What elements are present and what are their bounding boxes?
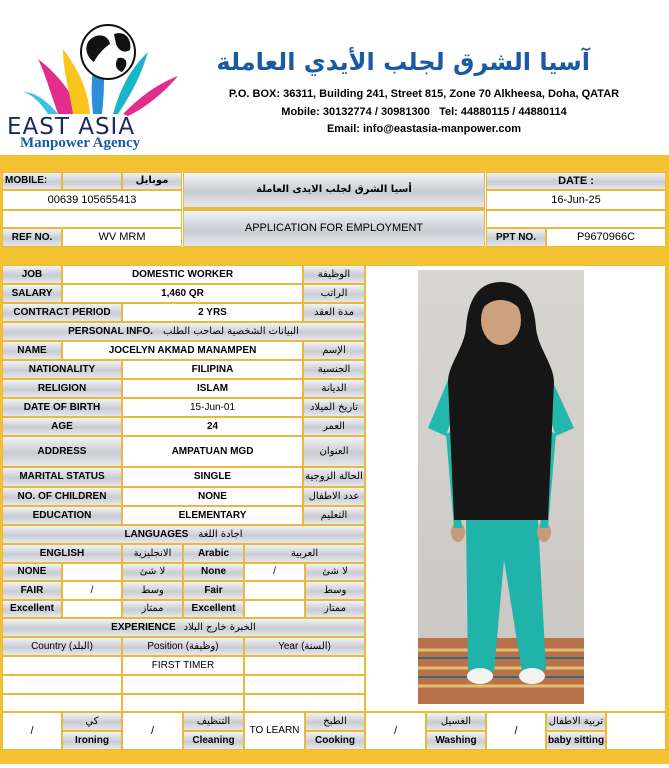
logo-globe-icon (18, 14, 198, 122)
salary-value: 1,460 QR (62, 284, 303, 303)
marital-value: SINGLE (122, 467, 303, 487)
education-value: ELEMENTARY (122, 506, 303, 525)
experience-arabic: الخبرة خارج البلاد (183, 621, 256, 633)
english-header: ENGLISH (2, 544, 122, 563)
address-arabic: العنوان (303, 436, 365, 467)
skill-washing-mark: / (365, 712, 426, 750)
religion-arabic: الديانة (303, 379, 365, 398)
exp-row2-position (122, 675, 244, 694)
contract-arabic: مدة العقد (303, 303, 365, 322)
skill-cleaning-en: Cleaning (183, 731, 244, 750)
skill-babysitting-ar: تربية الاطفال (546, 712, 606, 731)
age-arabic: العمر (303, 417, 365, 436)
age-value: 24 (122, 417, 303, 436)
lang-excellent-mark2 (244, 600, 305, 618)
lang-fair-en2: Fair (183, 581, 244, 600)
lang-excellent-mark1 (62, 600, 122, 618)
marital-arabic: الحالة الزوجية (303, 467, 365, 487)
exp-row2-country (2, 675, 122, 694)
age-label: AGE (2, 417, 122, 436)
dob-arabic: تاريخ الميلاد (303, 398, 365, 417)
lang-none-ar1: لا شئ (122, 563, 183, 581)
exp-row3-position (122, 694, 244, 712)
personal-info-label: PERSONAL INFO. (68, 325, 153, 337)
skill-babysitting-en: baby sitting (546, 731, 606, 750)
lang-none-mark2: / (244, 563, 305, 581)
lang-fair-ar1: وسط (122, 581, 183, 600)
company-email: Email: info@eastasia-manpower.com (326, 123, 522, 135)
marital-label: MARITAL STATUS (2, 467, 122, 487)
lang-fair-ar2: وسط (305, 581, 365, 600)
skill-washing-en: Washing (426, 731, 486, 750)
skills-blank (606, 712, 666, 750)
name-arabic: الإسم (303, 341, 365, 360)
date-label: DATE : (486, 172, 666, 190)
education-label: EDUCATION (2, 506, 122, 525)
arabic-company-name: آسيا الشرق لجلب الأيدي العاملة (216, 48, 590, 76)
personal-info-arabic: البيانات الشخصية لصاحب الطلب (162, 325, 299, 337)
applicant-photo (418, 270, 584, 704)
skill-ironing-en: Ironing (62, 731, 122, 750)
contract-label: CONTRACT PERIOD (2, 303, 122, 322)
nationality-label: NATIONALITY (2, 360, 122, 379)
skill-cleaning-mark: / (122, 712, 183, 750)
religion-value: ISLAM (122, 379, 303, 398)
lang-none-en2: None (183, 563, 244, 581)
salary-label: SALARY (2, 284, 62, 303)
experience-label: EXPERIENCE (111, 621, 176, 633)
lang-excellent-en: Excellent (2, 600, 62, 618)
ref-value: WV MRM (62, 228, 182, 247)
exp-row2-year (244, 675, 365, 694)
divider-top (0, 155, 669, 172)
company-phones: Mobile: 30132774 / 30981300 Tel: 44880115 / 44880114 (281, 106, 567, 118)
mobile-value: 00639 105655413 (2, 190, 182, 210)
experience-header (2, 618, 365, 637)
skill-washing-ar: الغسيل (426, 712, 486, 731)
skill-cleaning-ar: التنظيف (183, 712, 244, 731)
address-value: AMPATUAN MGD (122, 436, 303, 467)
lang-excellent-en2: Excellent (183, 600, 244, 618)
lang-fair-mark1: / (62, 581, 122, 600)
date-value: 16-Jun-25 (486, 190, 666, 210)
skill-cooking-mark: TO LEARN (244, 712, 305, 750)
ppt-label: PPT NO. (486, 228, 546, 247)
lang-none-ar2: لا شئ (305, 563, 365, 581)
skill-cooking-en: Cooking (305, 731, 365, 750)
ref-label: REF NO. (2, 228, 62, 247)
skill-babysitting-mark: / (486, 712, 546, 750)
english-arabic-header: الانجليزية (122, 544, 183, 563)
divider-mid (0, 247, 669, 265)
languages-label: LANGUAGES (124, 528, 189, 540)
mobile-label: MOBILE: (2, 172, 62, 190)
name-label: NAME (2, 341, 62, 360)
personal-info-header (2, 322, 365, 341)
company-address: P.O. BOX: 36311, Building 241, Street 815, Zone 70 Alkheesa, Doha, QATAR (228, 88, 620, 100)
exp-row1-year (244, 656, 365, 675)
dob-value: 15-Jun-01 (122, 398, 303, 417)
lang-excellent-ar2: ممتاز (305, 600, 365, 618)
mobile-arabic-label: موبايل (122, 172, 182, 190)
skill-ironing-ar: كي (62, 712, 122, 731)
children-value: NONE (122, 487, 303, 506)
job-arabic: الوظيفة (303, 265, 365, 284)
name-value: JOCELYN AKMAD MANAMPEN (62, 341, 303, 360)
divider-bottom (0, 750, 669, 764)
lang-none-mark1 (62, 563, 122, 581)
nationality-value: FILIPINA (122, 360, 303, 379)
form-title: APPLICATION FOR EMPLOYMENT (183, 210, 485, 247)
arabic-arabic-header: العربية (244, 544, 365, 563)
skill-ironing-mark: / (2, 712, 62, 750)
dob-label: DATE OF BIRTH (2, 398, 122, 417)
lang-fair-en: FAIR (2, 581, 62, 600)
logo-sub-text: Manpower Agency (20, 135, 141, 151)
lang-excellent-ar1: ممتاز (122, 600, 183, 618)
top-left-blank (2, 210, 182, 228)
nationality-arabic: الجنسية (303, 360, 365, 379)
education-arabic: التعليم (303, 506, 365, 525)
top-right-blank (486, 210, 666, 228)
exp-row1-country (2, 656, 122, 675)
salary-arabic: الراتب (303, 284, 365, 303)
contract-value: 2 YRS (122, 303, 303, 322)
languages-header (2, 525, 365, 544)
exp-col-country: Country (البلد) (2, 637, 122, 656)
mobile-blurred (62, 172, 122, 190)
lang-fair-mark2 (244, 581, 305, 600)
exp-col-position: Position (وظيفة) (122, 637, 244, 656)
exp-col-year: Year (السنة) (244, 637, 365, 656)
children-arabic: عدد الاطفال (303, 487, 365, 506)
lang-none-en: NONE (2, 563, 62, 581)
exp-row3-year (244, 694, 365, 712)
logo-main-text: EAST ASIA (7, 114, 136, 140)
skill-cooking-ar: الطبخ (305, 712, 365, 731)
address-label: ADDRESS (2, 436, 122, 467)
children-label: NO. OF CHILDREN (2, 487, 122, 506)
job-value: DOMESTIC WORKER (62, 265, 303, 284)
arabic-header: Arabic (183, 544, 244, 563)
job-label: JOB (2, 265, 62, 284)
ppt-value: P9670966C (546, 228, 666, 247)
religion-label: RELIGION (2, 379, 122, 398)
exp-row3-country (2, 694, 122, 712)
languages-arabic: اجادة اللغة (198, 528, 243, 540)
exp-first-timer: FIRST TIMER (122, 656, 244, 675)
center-arabic-title: أسيا الشرق لجلب الايدى العاملة (183, 172, 485, 208)
